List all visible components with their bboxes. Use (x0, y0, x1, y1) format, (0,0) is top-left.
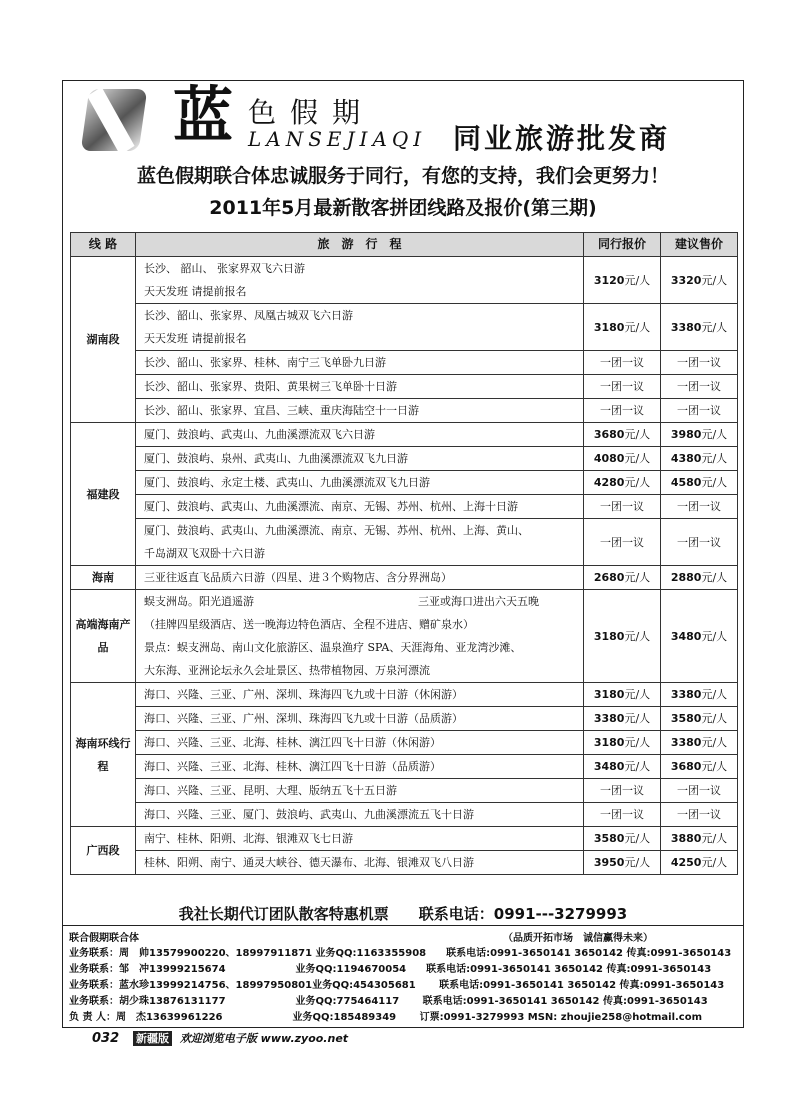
price-unit: 元/人 (701, 760, 728, 773)
trade-price (584, 779, 661, 803)
section-name: 湖南段 (71, 257, 136, 423)
itinerary-cell (136, 447, 584, 471)
price-value: 4580 (670, 476, 702, 489)
itinerary-line: 天天发班 请提前报名 (144, 332, 247, 345)
section-name: 海南环线行程 (71, 683, 136, 827)
retail-price (661, 683, 738, 707)
price-unit: 元/人 (624, 452, 651, 465)
itinerary-line: 景点：蜈支洲岛、南山文化旅游区、温泉渔疗 SPA、天涯海角、亚龙湾沙滩、 (144, 641, 522, 654)
itinerary-cell (136, 304, 584, 351)
contact-line-1: 业务联系：周 帅13579900220、18997911871 业务QQ:1163355908 联系电话:0991-3650141 3650142 传真:0991-3650143 (69, 948, 732, 959)
header-itinerary: 旅 游 行 程 (136, 233, 584, 257)
tagline: 同业旅游批发商 (453, 122, 671, 155)
price-value: 3180 (593, 320, 625, 334)
section-name: 海南 (71, 566, 136, 590)
price-value: 3480 (593, 760, 625, 773)
price-negotiable: 一团一议 (600, 535, 644, 549)
retail-price (661, 779, 738, 803)
itinerary-line: 厦门、鼓浪屿、武夷山、九曲溪漂流、南京、无锡、苏州、杭州、上海十日游 (144, 500, 518, 513)
itinerary-line: （挂牌四星级酒店、送一晚海边特色酒店、全程不进店、赠矿泉水） (144, 618, 474, 631)
retail-price (661, 590, 738, 683)
price-value: 4080 (593, 452, 625, 465)
price-value: 3980 (670, 428, 702, 441)
itinerary-line: 大东海、亚洲论坛永久会址景区、热带植物园、万泉河漂流 (144, 664, 430, 677)
price-unit: 元/人 (624, 736, 651, 749)
price-negotiable: 一团一议 (600, 356, 644, 369)
retail-price (661, 257, 738, 304)
table-row (71, 257, 738, 304)
page-title: 2011年5月最新散客拼团线路及报价(第三期) (209, 197, 597, 219)
price-negotiable: 一团一议 (677, 535, 721, 549)
price-unit: 元/人 (701, 320, 728, 334)
logo-pinyin: LANSEJIAQI (248, 127, 427, 151)
itinerary-line: 桂林、阳朔、南宁、通灵大峡谷、德天瀑布、北海、银滩双飞八日游 (144, 856, 474, 869)
retail-price (661, 495, 738, 519)
table-row (71, 304, 738, 351)
price-unit: 元/人 (624, 476, 651, 489)
trade-price (584, 399, 661, 423)
price-unit: 元/人 (701, 856, 728, 869)
retail-price (661, 447, 738, 471)
trade-price (584, 827, 661, 851)
itinerary-note: 三亚或海口进出六天五晚 (418, 595, 539, 608)
price-value: 3480 (670, 629, 702, 643)
price-unit: 元/人 (701, 452, 728, 465)
trade-price (584, 590, 661, 683)
price-unit: 元/人 (701, 571, 728, 584)
price-value: 2680 (593, 571, 625, 584)
price-negotiable: 一团一议 (600, 500, 644, 513)
itinerary-cell (136, 495, 584, 519)
price-unit: 元/人 (624, 856, 651, 869)
table-row (71, 399, 738, 423)
price-negotiable: 一团一议 (677, 404, 721, 417)
itinerary-cell (136, 779, 584, 803)
trade-price (584, 495, 661, 519)
retail-price (661, 851, 738, 875)
price-negotiable: 一团一议 (677, 784, 721, 797)
itinerary-line: 天天发班 请提前报名 (144, 285, 247, 298)
price-unit: 元/人 (701, 273, 728, 287)
price-unit: 元/人 (701, 476, 728, 489)
contact-line-3: 业务联系：蓝水珍13999214756、18997950801业务QQ:454305681 联系电话:0991-3650141 3650142 传真:0991-3650143 (69, 980, 725, 991)
table-row (71, 683, 738, 707)
itinerary-cell (136, 683, 584, 707)
table-row (71, 803, 738, 827)
footer (92, 1030, 348, 1046)
trade-price (584, 423, 661, 447)
itinerary-line: 厦门、鼓浪屿、武夷山、九曲溪漂流双飞六日游 (144, 428, 375, 441)
retail-price (661, 519, 738, 566)
table-row (71, 375, 738, 399)
itinerary-line: 厦门、鼓浪屿、泉州、武夷山、九曲溪漂流双飞九日游 (144, 452, 408, 465)
price-unit: 元/人 (624, 712, 651, 725)
price-value: 3180 (593, 688, 625, 701)
itinerary-cell (136, 351, 584, 375)
logo-mark-icon (81, 89, 148, 151)
retail-price (661, 351, 738, 375)
routes-table (70, 232, 738, 875)
trade-price (584, 304, 661, 351)
itinerary-line: 长沙、韶山、张家界、凤凰古城双飞六日游 (144, 309, 353, 322)
price-value: 3950 (593, 856, 625, 869)
price-unit: 元/人 (701, 712, 728, 725)
price-value: 2880 (670, 571, 702, 584)
retail-price (661, 755, 738, 779)
table-row (71, 707, 738, 731)
itinerary-line: 海口、兴隆、三亚、厦门、鼓浪屿、武夷山、九曲溪漂流五飞十日游 (144, 808, 474, 821)
itinerary-line: 千岛湖双飞双卧十六日游 (144, 547, 265, 560)
price-unit: 元/人 (701, 736, 728, 749)
table-row (71, 590, 738, 683)
table-row (71, 731, 738, 755)
itinerary-cell (136, 257, 584, 304)
itinerary-line: 南宁、桂林、阳朔、北海、银滩双飞七日游 (144, 832, 353, 845)
itinerary-line: 海口、兴隆、三亚、广州、深圳、珠海四飞九或十日游（品质游） (144, 712, 463, 725)
table-row (71, 519, 738, 566)
ad-page (62, 80, 744, 1028)
price-unit: 元/人 (624, 320, 651, 334)
table-row (71, 471, 738, 495)
table-row (71, 351, 738, 375)
trade-price (584, 803, 661, 827)
price-negotiable: 一团一议 (677, 808, 721, 821)
table-row (71, 495, 738, 519)
contact-block (63, 925, 743, 1026)
trade-price (584, 731, 661, 755)
price-unit: 元/人 (624, 273, 651, 287)
itinerary-cell (136, 731, 584, 755)
trade-price (584, 471, 661, 495)
itinerary-cell (136, 423, 584, 447)
retail-price (661, 471, 738, 495)
retail-price (661, 375, 738, 399)
price-value: 3120 (593, 273, 625, 287)
trade-price (584, 519, 661, 566)
table-row (71, 851, 738, 875)
itinerary-cell (136, 590, 584, 683)
itinerary-title: 蜈支洲岛。阳光逍遥游 (144, 595, 254, 608)
retail-price (661, 731, 738, 755)
price-unit: 元/人 (701, 629, 728, 643)
retail-price (661, 566, 738, 590)
price-value: 4380 (670, 452, 702, 465)
price-value: 3680 (593, 428, 625, 441)
price-negotiable: 一团一议 (600, 808, 644, 821)
price-negotiable: 一团一议 (600, 404, 644, 417)
itinerary-line: 长沙、韶山、张家界、桂林、南宁三飞单卧九日游 (144, 356, 386, 369)
header-route: 线 路 (71, 233, 136, 257)
price-unit: 元/人 (624, 571, 651, 584)
itinerary-line: 厦门、鼓浪屿、永定土楼、武夷山、九曲溪漂流双飞九日游 (144, 476, 430, 489)
itinerary-cell (136, 851, 584, 875)
price-value: 4280 (593, 476, 625, 489)
price-value: 3380 (593, 712, 625, 725)
itinerary-cell (136, 519, 584, 566)
price-negotiable: 一团一议 (677, 356, 721, 369)
price-value: 3180 (593, 629, 625, 643)
price-unit: 元/人 (624, 428, 651, 441)
itinerary-cell (136, 399, 584, 423)
itinerary-cell (136, 755, 584, 779)
itinerary-line: 长沙、韶山、张家界、贵阳、黄果树三飞单卧十日游 (144, 380, 397, 393)
itinerary-cell (136, 707, 584, 731)
price-value: 3180 (593, 736, 625, 749)
section-name: 高端海南产品 (71, 590, 136, 683)
price-value: 3380 (670, 320, 702, 334)
price-value: 3680 (670, 760, 702, 773)
contact-line-2: 业务联系：邹 冲13999215674 业务QQ:1194670054 联系电话:0991-3650141 3650142 传真:0991-3650143 (69, 964, 712, 975)
itinerary-cell (136, 803, 584, 827)
price-value: 3580 (593, 832, 625, 845)
section-name: 广西段 (71, 827, 136, 875)
price-negotiable: 一团一议 (600, 380, 644, 393)
trade-price (584, 683, 661, 707)
logo-name: 色假期 (248, 96, 375, 129)
itinerary-line: 海口、兴隆、三亚、北海、桂林、漓江四飞十日游（休闲游） (144, 736, 441, 749)
retail-price (661, 803, 738, 827)
section-name: 福建段 (71, 423, 136, 566)
table-row (71, 566, 738, 590)
price-value: 3320 (670, 273, 702, 287)
price-value: 3380 (670, 736, 702, 749)
price-unit: 元/人 (624, 629, 651, 643)
price-unit: 元/人 (624, 832, 651, 845)
table-header (71, 233, 738, 257)
trade-price (584, 257, 661, 304)
retail-price (661, 304, 738, 351)
retail-price (661, 399, 738, 423)
retail-price (661, 707, 738, 731)
itinerary-cell (136, 471, 584, 495)
itinerary-cell (136, 566, 584, 590)
trade-price (584, 755, 661, 779)
trade-price (584, 447, 661, 471)
slogan: 蓝色假期联合体忠诚服务于同行，有您的支持，我们会更努力！ (136, 165, 669, 187)
price-unit: 元/人 (624, 760, 651, 773)
itinerary-line: 海口、兴隆、三亚、广州、深圳、珠海四飞九或十日游（休闲游） (144, 688, 463, 701)
price-value: 3380 (670, 688, 702, 701)
table-row (71, 755, 738, 779)
contact-line-4: 业务联系：胡少珠13876131177 业务QQ:775464117 联系电话:0991-3650141 3650142 传真:0991-3650143 (69, 996, 708, 1007)
footer-text: 欢迎浏览电子版 www.zyoo.net (179, 1032, 349, 1045)
trade-price (584, 851, 661, 875)
table-row (71, 423, 738, 447)
retail-price (661, 827, 738, 851)
itinerary-line: 厦门、鼓浪屿、武夷山、九曲溪漂流、南京、无锡、苏州、杭州、上海、黄山、 (144, 524, 529, 537)
trade-price (584, 707, 661, 731)
header-retail-price: 建议售价 (661, 233, 738, 257)
contact-line-5: 负 责 人：周 杰13639961226 业务QQ:185489349 订票:0991-3279993 MSN: zhoujie258@hotmail.com (69, 1012, 703, 1023)
price-unit: 元/人 (701, 688, 728, 701)
price-negotiable: 一团一议 (677, 380, 721, 393)
itinerary-line: 海口、兴隆、三亚、北海、桂林、漓江四飞十日游（品质游） (144, 760, 441, 773)
edition-tag: 新疆版 (133, 1031, 172, 1046)
logo-char: 蓝 (173, 81, 233, 151)
trade-price (584, 375, 661, 399)
header-trade-price: 同行报价 (584, 233, 661, 257)
logo-row (63, 81, 743, 159)
contact-motto: （品质开拓市场 诚信赢得未来） (503, 933, 653, 944)
itinerary-cell (136, 375, 584, 399)
trade-price (584, 566, 661, 590)
itinerary-line: 海口、兴隆、三亚、昆明、大理、版纳五飞十五日游 (144, 784, 397, 797)
itinerary-line: 长沙、韶山、张家界、宜昌、三峡、重庆海陆空十一日游 (144, 404, 419, 417)
retail-price (661, 423, 738, 447)
itinerary-cell (136, 827, 584, 851)
price-value: 3580 (670, 712, 702, 725)
price-value: 3880 (670, 832, 702, 845)
contact-org: 联合假期联合体 (69, 933, 139, 944)
trade-price (584, 351, 661, 375)
itinerary-line: 长沙、 韶山、 张家界双飞六日游 (144, 262, 305, 275)
price-negotiable: 一团一议 (600, 784, 644, 797)
page-number: 032 (92, 1031, 120, 1046)
price-unit: 元/人 (624, 688, 651, 701)
price-unit: 元/人 (701, 428, 728, 441)
price-negotiable: 一团一议 (677, 500, 721, 513)
table-row (71, 447, 738, 471)
itinerary-line: 三亚往返直飞品质六日游（四星、进３个购物店、含分界洲岛） (144, 571, 452, 584)
ticket-line: 我社长期代订团队散客特惠机票 联系电话：0991---3279993 (178, 905, 628, 923)
price-unit: 元/人 (701, 832, 728, 845)
table-row (71, 779, 738, 803)
table-row (71, 827, 738, 851)
price-value: 4250 (670, 856, 702, 869)
